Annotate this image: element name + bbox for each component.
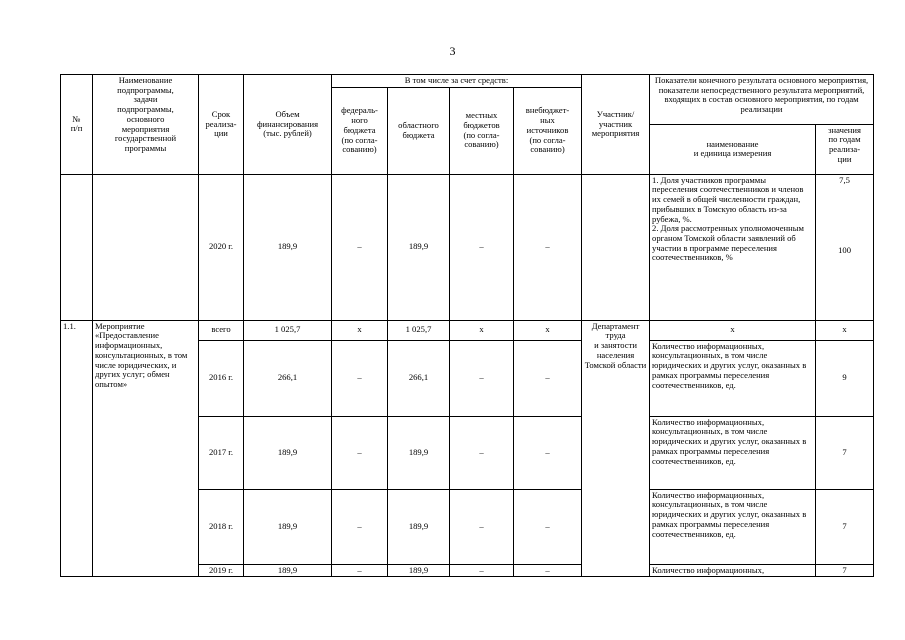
cell-volume: 1 025,7 bbox=[244, 320, 332, 340]
cell-regional: 1 025,7 bbox=[388, 320, 450, 340]
header-local: местных бюджетов (по согла- сованию) bbox=[450, 87, 514, 174]
cell-regional: 189,9 bbox=[388, 416, 450, 489]
cell-local: – bbox=[450, 564, 514, 577]
cell-indicator-value: 7 bbox=[816, 416, 874, 489]
cell-extra: х bbox=[514, 320, 582, 340]
cell-local: – bbox=[450, 489, 514, 564]
cell-volume: 266,1 bbox=[244, 340, 332, 416]
cell-local: – bbox=[450, 416, 514, 489]
cell-regional: 189,9 bbox=[388, 174, 450, 320]
cell-extra: – bbox=[514, 564, 582, 577]
cell-year: 2016 г. bbox=[199, 340, 244, 416]
cell-volume: 189,9 bbox=[244, 564, 332, 577]
cell-regional: 189,9 bbox=[388, 489, 450, 564]
cell-indicator-name: х bbox=[650, 320, 816, 340]
header-period: Срок реализа- ции bbox=[199, 75, 244, 175]
cell-federal: – bbox=[332, 564, 388, 577]
cell-extra: – bbox=[514, 340, 582, 416]
cell-indicator-name: Количество информационных, консультационных, в том числе юридических и других услуг, оказанных в рамках программы переселения соотечественников, ед. bbox=[650, 489, 816, 564]
cell-empty bbox=[93, 174, 199, 320]
indicator-value-2: 100 bbox=[838, 245, 851, 256]
cell-extra: – bbox=[514, 489, 582, 564]
cell-volume: 189,9 bbox=[244, 174, 332, 320]
header-volume: Объем финансирования (тыс. рублей) bbox=[244, 75, 332, 175]
cell-indicator-value: 7 bbox=[816, 489, 874, 564]
header-sources: В том числе за счет средств: bbox=[332, 75, 582, 88]
cell-federal: – bbox=[332, 416, 388, 489]
cell-measure-num: 1.1. bbox=[61, 320, 93, 577]
header-indicators: Показатели конечного результата основного мероприятия, показатели непосредственного результата мероприятий, входящих в состав основного мероприятия, по годам реализации bbox=[650, 75, 874, 125]
cell-federal: – bbox=[332, 489, 388, 564]
cell-regional: 266,1 bbox=[388, 340, 450, 416]
cell-local: – bbox=[450, 340, 514, 416]
cell-indicator-value bbox=[816, 174, 874, 320]
cell-measure-name: Мероприятие «Предоставление информационных, консультационных, в том числе юридических, и других услуг; обмен опытом» bbox=[93, 320, 199, 577]
cell-indicator-value: 9 bbox=[816, 340, 874, 416]
indicator-value-1: 7,5 bbox=[839, 174, 850, 185]
cell-indicator-name: Количество информационных, консультационных, в том числе юридических и других услуг, оказанных в рамках программы переселения соотечественников, ед. bbox=[650, 416, 816, 489]
cell-indicator-value: 7 bbox=[816, 564, 874, 577]
header-federal: федераль- ного бюджета (по согла- сованию) bbox=[332, 87, 388, 174]
cell-federal: х bbox=[332, 320, 388, 340]
cell-year: 2019 г. bbox=[199, 564, 244, 577]
cell-local: – bbox=[450, 174, 514, 320]
table-row bbox=[61, 174, 874, 320]
cell-regional: 189,9 bbox=[388, 564, 450, 577]
cell-empty bbox=[582, 174, 650, 320]
cell-year: 2020 г. bbox=[199, 174, 244, 320]
header-indicator-name: наименование и единица измерения bbox=[650, 124, 816, 174]
cell-year: 2017 г. bbox=[199, 416, 244, 489]
header-extra: внебюджет- ных источников (по согла- сованию) bbox=[514, 87, 582, 174]
cell-participant: Департамент труда и занятости населения Томской области bbox=[582, 320, 650, 577]
header-participant: Участник/ участник мероприятия bbox=[582, 75, 650, 175]
cell-year: всего bbox=[199, 320, 244, 340]
cell-local: х bbox=[450, 320, 514, 340]
page-number: 3 bbox=[449, 44, 456, 58]
cell-federal: – bbox=[332, 340, 388, 416]
header-regional: областного бюджета bbox=[388, 87, 450, 174]
cell-volume: 189,9 bbox=[244, 489, 332, 564]
cell-extra: – bbox=[514, 174, 582, 320]
table-row bbox=[61, 320, 874, 340]
cell-year: 2018 г. bbox=[199, 489, 244, 564]
cell-federal: – bbox=[332, 174, 388, 320]
cell-extra: – bbox=[514, 416, 582, 489]
cell-indicator-name: 1. Доля участников программы переселения соотечественников и членов их семей в общей численности граждан, прибывших в Томскую область из-за рубежа, %. 2. Доля рассмотренных уполномоченным органом Томской области заявлений об участии в программе переселения соотечественников, % bbox=[650, 174, 816, 320]
program-table bbox=[60, 74, 874, 577]
cell-indicator-name: Количество информационных, консультационных, в том числе юридических и других услуг, оказанных в рамках программы переселения соотечественников, ед. bbox=[650, 340, 816, 416]
header-name: Наименование подпрограммы, задачи подпрограммы, основного мероприятия государственной программы bbox=[93, 75, 199, 175]
cell-volume: 189,9 bbox=[244, 416, 332, 489]
cell-indicator-value: х bbox=[816, 320, 874, 340]
cell-indicator-name: Количество информационных, bbox=[650, 564, 816, 577]
header-num: № п/п bbox=[61, 75, 93, 175]
cell-empty bbox=[61, 174, 93, 320]
header-indicator-value: значения по годам реализа- ции bbox=[816, 124, 874, 174]
